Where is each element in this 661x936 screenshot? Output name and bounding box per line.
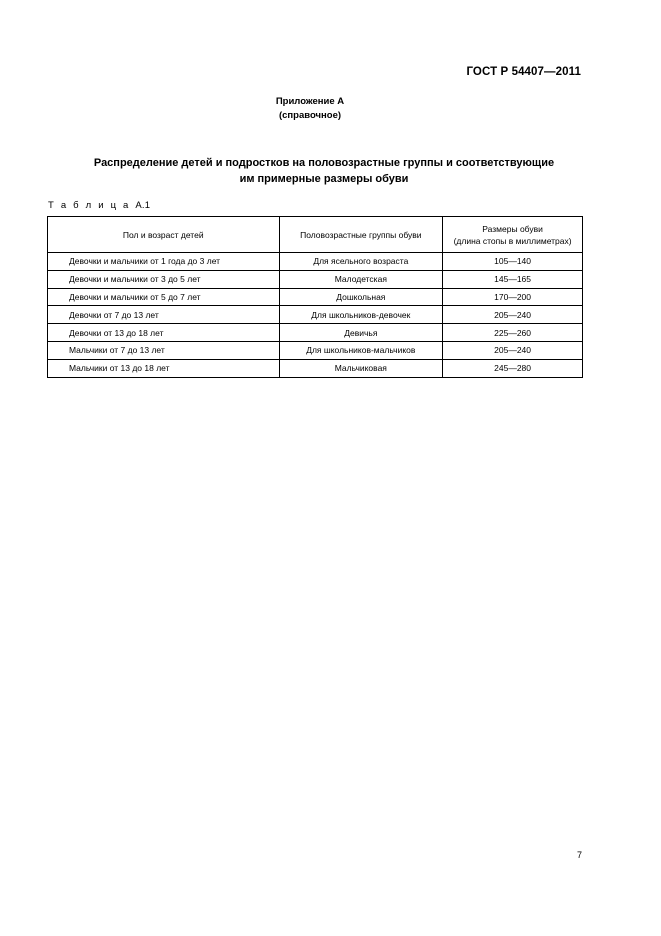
table-row: [48, 306, 583, 324]
shoe-size-table: [47, 216, 583, 378]
cell-sex-age: Девочки и мальчики от 1 года до 3 лет: [48, 253, 280, 271]
table-label-number: А.1: [135, 200, 151, 211]
table-row: [48, 341, 583, 359]
table-row: [48, 253, 583, 271]
header-sex-age: Пол и возраст детей: [48, 217, 280, 253]
cell-shoe-size: 145—165: [443, 270, 583, 288]
table-row: [48, 324, 583, 342]
table-row: [48, 288, 583, 306]
section-title: [20, 156, 628, 187]
cell-age-group: Для школьников-мальчиков: [279, 341, 443, 359]
header-shoe-size-line-1: Размеры обуви: [482, 223, 543, 234]
annex-title: Приложение А: [275, 96, 345, 107]
cell-age-group: Мальчиковая: [279, 359, 443, 377]
cell-sex-age: Девочки от 7 до 13 лет: [48, 306, 280, 324]
table-label-word: Т а б л и ц а: [48, 200, 131, 211]
cell-sex-age: Мальчики от 7 до 13 лет: [48, 341, 280, 359]
annex-subtitle: (справочное): [278, 110, 342, 121]
cell-age-group: Для ясельного возраста: [279, 253, 443, 271]
header-age-group: Половозрастные группы обуви: [279, 217, 443, 253]
table-label: [48, 200, 150, 211]
cell-sex-age: Девочки и мальчики от 3 до 5 лет: [48, 270, 280, 288]
section-title-line-2: им примерные размеры обуви: [239, 172, 409, 185]
cell-shoe-size: 205—240: [443, 341, 583, 359]
section-title-line-1: Распределение детей и подростков на половозрастные группы и соответствующие: [93, 157, 555, 169]
cell-shoe-size: 245—280: [443, 359, 583, 377]
cell-age-group: Девичья: [279, 324, 443, 342]
cell-sex-age: Девочки и мальчики от 5 до 7 лет: [48, 288, 280, 306]
header-shoe-size-line-2: (длина стопы в миллиметрах): [453, 235, 572, 246]
page-number: 7: [577, 850, 583, 860]
table-row: [48, 270, 583, 288]
cell-shoe-size: 225—260: [443, 324, 583, 342]
cell-shoe-size: 170—200: [443, 288, 583, 306]
cell-age-group: Малодетская: [279, 270, 443, 288]
cell-age-group: Дошкольная: [279, 288, 443, 306]
cell-shoe-size: 105—140: [443, 253, 583, 271]
table-header-row: [48, 217, 583, 253]
table-row: [48, 359, 583, 377]
annex-heading: [0, 95, 620, 123]
header-shoe-size: [443, 217, 583, 253]
cell-sex-age: Мальчики от 13 до 18 лет: [48, 359, 280, 377]
cell-age-group: Для школьников-девочек: [279, 306, 443, 324]
document-code: ГОСТ Р 54407—2011: [466, 66, 581, 78]
cell-sex-age: Девочки от 13 до 18 лет: [48, 324, 280, 342]
cell-shoe-size: 205—240: [443, 306, 583, 324]
